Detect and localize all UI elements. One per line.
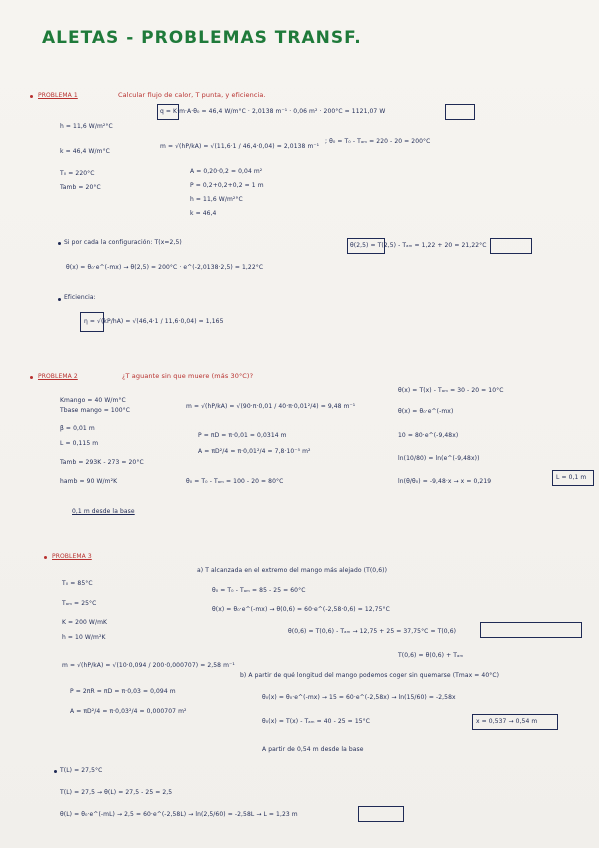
p1-given-k: k = 46,4 W/m°C	[60, 148, 110, 155]
p3-c-line-1: T(L) = 27,5°C	[60, 767, 103, 774]
q-result-box	[445, 104, 475, 120]
p2-result-box	[552, 470, 594, 486]
p3-given-h: h = 10 W/m²K	[62, 634, 106, 641]
p3-a-result-box	[480, 622, 582, 638]
p2-perimeter: P = πD = π·0,01 = 0,0314 m	[198, 432, 287, 439]
p1-h: h = 11,6 W/m²°C	[190, 196, 243, 203]
p3-perimeter: P = 2πR = πD = π·0,03 = 0,094 m	[70, 688, 176, 695]
p1-perimeter: P = 0,2+0,2+0,2 = 1 m	[190, 182, 264, 189]
p2-given-d: β = 0,01 m	[60, 425, 95, 432]
p2-result: L = 0,1 m	[556, 474, 587, 481]
p2-given-l: L = 0,115 m	[60, 440, 99, 447]
problem-2-header: PROBLEMA 2	[38, 373, 78, 380]
p2-right-5: ln(θ/θ₀) = -9,48·x → x = 0,219	[398, 478, 492, 485]
p3-c-result-box	[358, 806, 404, 822]
eff-box	[80, 312, 104, 332]
p3-b-note: A partir de 0,54 m desde la base	[262, 746, 364, 753]
p1-theta-box: θ(2,5) = T(2,5) - Tₐₘ = 1,22 + 20 = 21,22°C	[350, 242, 487, 249]
theta-box-1	[347, 238, 385, 254]
p2-theta0: θ₀ = T₀ - Tₐₘ = 100 - 20 = 80°C	[186, 478, 284, 485]
p1-part2-head: Si por cada la configuración: T(x=2,5)	[64, 239, 182, 246]
theta-result-box	[490, 238, 532, 254]
problem-2-statement: ¿T aguante sin que muere (más 30°C)?	[122, 372, 254, 380]
problem-3-header: PROBLEMA 3	[52, 553, 92, 560]
p2-given-tamb: Tamb = 293K - 273 = 20°C	[60, 459, 144, 466]
p3-c-line-2: T(L) = 27,5 → θ(L) = 27,5 - 25 = 2,5	[60, 789, 173, 796]
p1-eff-eq: η = √(kP/hA) = √(46,4·1 / 11,6·0,04) = 1,165	[84, 318, 224, 325]
p1-k: k = 46,4	[190, 210, 217, 217]
q-box	[157, 104, 179, 120]
p3-a-line-3: θ(0,6) = T(0,6) - Tₐₘ → 12,75 + 25 = 37,75°C = T(0,6)	[288, 628, 457, 635]
p2-note: 0,1 m desde la base	[72, 508, 135, 515]
p3-a-line-1: θ₀ = T₀ - Tₐₘ = 85 - 25 = 60°C	[212, 587, 306, 594]
bullet	[58, 298, 61, 301]
p1-theta0: ; θ₀ = T₀ - Tₐₘ = 220 - 20 = 200°C	[325, 138, 431, 145]
bullet	[58, 242, 61, 245]
problem-1-header: PROBLEMA 1	[38, 92, 78, 99]
p1-given-tamb: Tamb = 20°C	[60, 184, 101, 191]
p1-eff-head: Eficiencia:	[64, 294, 96, 301]
page-title: ALETAS - PROBLEMAS TRANSF.	[42, 28, 362, 48]
bullet	[30, 376, 33, 379]
p3-m-eq: m = √(hP/kA) = √(10·0,094 / 200·0,000707) = 2,58 m⁻¹	[62, 662, 235, 669]
p3-a-line-4: T(0,6) = θ(0,6) + Tₐₘ	[398, 652, 464, 659]
p2-right-4: ln(10/80) = ln(e^(-9,48x))	[398, 455, 480, 462]
p2-right-3: 10 = 80·e^(-9,48x)	[398, 432, 459, 439]
p3-area: A = πD²/4 = π·0,03²/4 = 0,000707 m²	[70, 708, 187, 715]
p2-right-2: θ(x) = θ₀·e^(-mx)	[398, 408, 454, 415]
p1-m-eq: m = √(hP/kA) = √(11,6·1 / 46,4·0,04) = 2,0138 m⁻¹	[160, 143, 320, 150]
p3-a-head: a) T alcanzada en el extremo del mango más alejado (T(0,6))	[197, 567, 388, 574]
p2-given-k: Kmango = 40 W/m°C	[60, 397, 126, 404]
p3-b-result: x = 0,537 → 0,54 m	[476, 718, 538, 725]
p2-right-1: θ(x) = T(x) - Tₐₘ = 30 - 20 = 10°C	[398, 387, 504, 394]
p1-given-t0: T₀ = 220°C	[60, 170, 95, 177]
p1-area: A = 0,20·0,2 = 0,04 m²	[190, 168, 263, 175]
p3-c-line-3: θ(L) = θ₀·e^(-mL) → 2,5 = 60·e^(-2,58L) → ln(2,5/60) = -2,58L → L = 1,23 m	[60, 811, 298, 818]
bullet	[30, 95, 33, 98]
p1-heat-flux-eq: q = K·m·A·θ₀ = 46,4 W/m°C · 2,0138 m⁻¹ · 0,06 m² · 200°C = 1121,07 W	[160, 108, 386, 115]
p2-given-tbase: Tbase mango = 100°C	[60, 407, 131, 414]
p3-given-t0: T₀ = 85°C	[62, 580, 93, 587]
problem-1-statement: Calcular flujo de calor, T punta, y eficiencia.	[118, 91, 266, 99]
p3-b-line-1: θ₀(x) = θ₀·e^(-mx) → 15 = 60·e^(-2,58x) → ln(15/60) = -2,58x	[262, 694, 456, 701]
p2-area: A = πD²/4 = π·0,01²/4 = 7,8·10⁻⁵ m²	[198, 448, 311, 455]
p3-given-k: K = 200 W/mK	[62, 619, 108, 626]
p3-given-tam: Tₐₘ = 25°C	[62, 600, 97, 607]
p3-b-result-box	[472, 714, 558, 730]
bullet	[44, 556, 47, 559]
p1-theta-x: θ(x) = θ₀·e^(-mx) → θ(2,5) = 200°C · e^(-2,0138·2,5) = 1,22°C	[66, 264, 264, 271]
p1-given-h: h = 11,6 W/m²°C	[60, 123, 113, 130]
bullet	[54, 770, 57, 773]
p3-b-head: b) A partir de qué longitud del mango podemos coger sin quemarse (Tmax = 40°C)	[240, 672, 500, 679]
p2-given-hamb: hamb = 90 W/m²K	[60, 478, 118, 485]
p3-a-line-2: θ(x) = θ₀·e^(-mx) → θ(0,6) = 60·e^(-2,58·0,6) = 12,75°C	[212, 606, 390, 613]
p3-b-line-2: θ₀(x) = T(x) - Tₐₘ = 40 - 25 = 15°C	[262, 718, 371, 725]
p2-m-eq: m = √(hP/kA) = √(90·π·0,01 / 40·π·0,01²/4) = 9,48 m⁻¹	[186, 403, 356, 410]
